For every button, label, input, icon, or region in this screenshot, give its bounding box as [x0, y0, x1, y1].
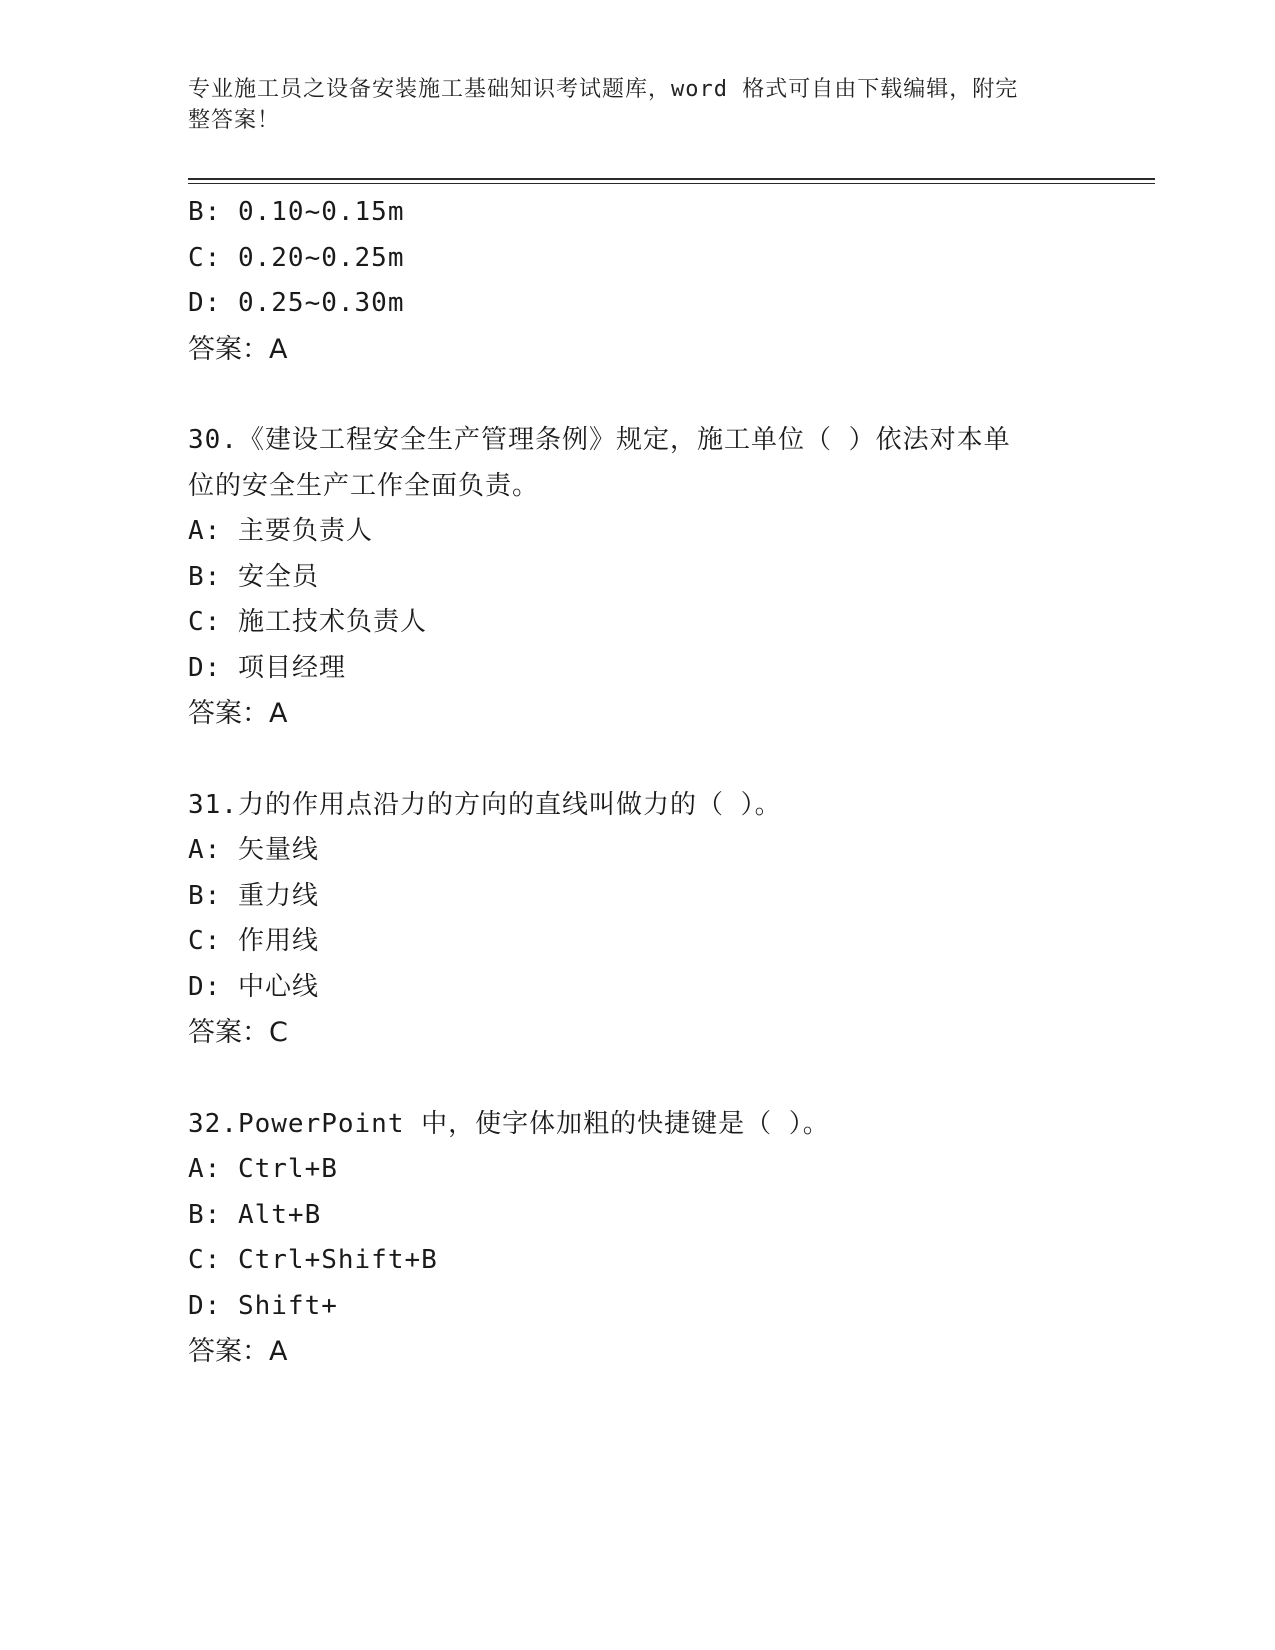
spacer — [188, 372, 1088, 418]
option-a: A: 矢量线 — [188, 835, 319, 865]
question-32 — [188, 1102, 1088, 1375]
question-31 — [188, 783, 1088, 1056]
option-a: A: Ctrl+B — [188, 1154, 338, 1184]
option-c: C: 0.20~0.25m — [188, 242, 405, 273]
option-b: B: 0.10~0.15m — [188, 197, 405, 227]
question-line-1: 31.力的作用点沿力的方向的直线叫做力的（ ）。 — [188, 789, 782, 820]
document-header — [188, 74, 1068, 136]
spacer — [188, 737, 1088, 783]
question-line-2: 位的安全生产工作全面负责。 — [188, 470, 540, 501]
option-c: C: Ctrl+Shift+B — [188, 1245, 438, 1275]
option-b: B: Alt+B — [188, 1199, 322, 1230]
answer: 答案：A — [188, 1336, 288, 1367]
option-b: B: 安全员 — [188, 561, 319, 592]
header-divider-thick — [188, 178, 1155, 180]
option-d: D: 项目经理 — [188, 652, 346, 683]
previous-question-tail — [188, 190, 1088, 372]
question-30 — [188, 418, 1088, 737]
document-body — [188, 190, 1088, 1375]
header-line-2: 整答案！ — [188, 108, 281, 133]
spacer — [188, 1056, 1088, 1102]
answer: 答案：A — [188, 333, 288, 365]
answer: 答案：A — [188, 698, 288, 729]
question-line-1: 30.《建设工程安全生产管理条例》规定，施工单位（ ）依法对本单 — [188, 425, 1011, 455]
question-text — [188, 783, 1088, 829]
option-d: D: 0.25~0.30m — [188, 288, 405, 318]
option-d: D: 中心线 — [188, 971, 319, 1002]
option-a: A: 主要负责人 — [188, 516, 373, 546]
option-b: B: 重力线 — [188, 880, 319, 911]
question-text — [188, 1102, 1088, 1148]
option-c: C: 作用线 — [188, 926, 319, 956]
question-text — [188, 418, 1088, 509]
option-d: D: Shift+ — [188, 1290, 338, 1321]
question-line-1: 32.PowerPoint 中，使字体加粗的快捷键是（ ）。 — [188, 1108, 830, 1139]
header-divider-thin — [188, 183, 1155, 184]
answer: 答案：C — [188, 1017, 288, 1048]
option-c: C: 施工技术负责人 — [188, 607, 427, 637]
header-line-1: 专业施工员之设备安装施工基础知识考试题库，word 格式可自由下载编辑，附完 — [188, 77, 1019, 102]
